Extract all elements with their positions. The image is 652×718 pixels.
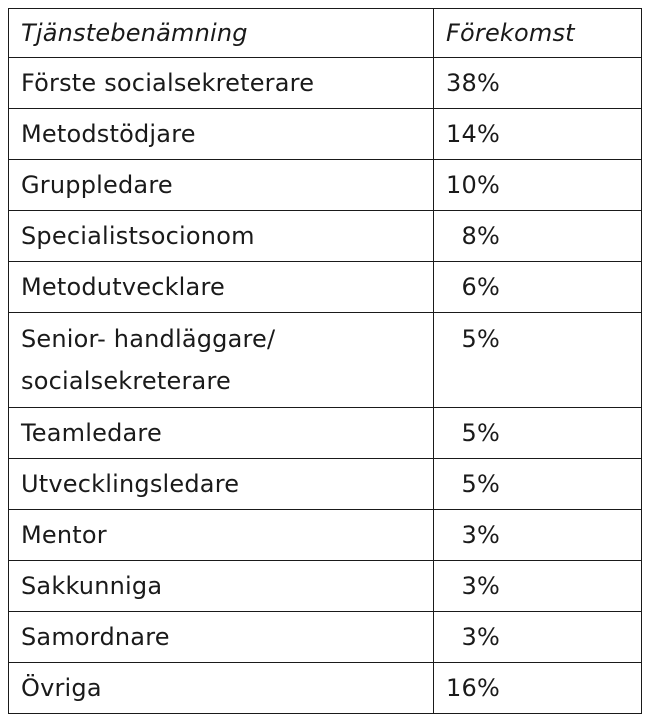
table-row <box>9 160 642 211</box>
cell-job-title: Metodstödjare <box>9 109 434 160</box>
cell-job-title: Specialistsocionom <box>9 211 434 262</box>
cell-job-title: Metodutvecklare <box>9 262 434 313</box>
cell-job-title: Teamledare <box>9 408 434 459</box>
cell-job-title: Övriga <box>9 663 434 714</box>
cell-frequency <box>434 663 642 714</box>
table-row <box>9 663 642 714</box>
header-frequency: Förekomst <box>434 9 642 58</box>
cell-frequency <box>434 459 642 510</box>
header-job-title: Tjänstebenämning <box>9 9 434 58</box>
frequency-value: 8% <box>461 222 500 250</box>
table-row <box>9 408 642 459</box>
cell-frequency <box>434 561 642 612</box>
frequency-value: 3% <box>461 521 500 549</box>
cell-frequency <box>434 109 642 160</box>
table-row <box>9 58 642 109</box>
cell-frequency <box>434 262 642 313</box>
table-row <box>9 262 642 313</box>
table-row <box>9 510 642 561</box>
cell-frequency <box>434 510 642 561</box>
cell-job-title: Sakkunniga <box>9 561 434 612</box>
frequency-value: 6% <box>461 273 500 301</box>
frequency-value: 14% <box>446 120 500 148</box>
table-row <box>9 109 642 160</box>
cell-job-title: Förste socialsekreterare <box>9 58 434 109</box>
cell-frequency <box>434 612 642 663</box>
cell-job-title: Senior- handläggare/ socialsekreterare <box>9 313 434 408</box>
job-title-table-container <box>8 8 642 714</box>
cell-frequency <box>434 313 642 408</box>
cell-job-title: Samordnare <box>9 612 434 663</box>
cell-job-title: Utvecklingsledare <box>9 459 434 510</box>
frequency-value: 10% <box>446 171 500 199</box>
job-title-frequency-table <box>8 8 642 714</box>
table-row <box>9 612 642 663</box>
frequency-value: 38% <box>446 69 500 97</box>
frequency-value: 5% <box>461 325 500 353</box>
table-row <box>9 211 642 262</box>
frequency-value: 5% <box>461 419 500 447</box>
cell-frequency <box>434 211 642 262</box>
cell-job-title: Gruppledare <box>9 160 434 211</box>
table-header-row <box>9 9 642 58</box>
frequency-value: 5% <box>461 470 500 498</box>
cell-job-title: Mentor <box>9 510 434 561</box>
frequency-value: 3% <box>461 572 500 600</box>
table-row <box>9 459 642 510</box>
table-row <box>9 313 642 408</box>
cell-frequency <box>434 58 642 109</box>
frequency-value: 3% <box>461 623 500 651</box>
table-row <box>9 561 642 612</box>
cell-frequency <box>434 408 642 459</box>
cell-frequency <box>434 160 642 211</box>
frequency-value: 16% <box>446 674 500 702</box>
